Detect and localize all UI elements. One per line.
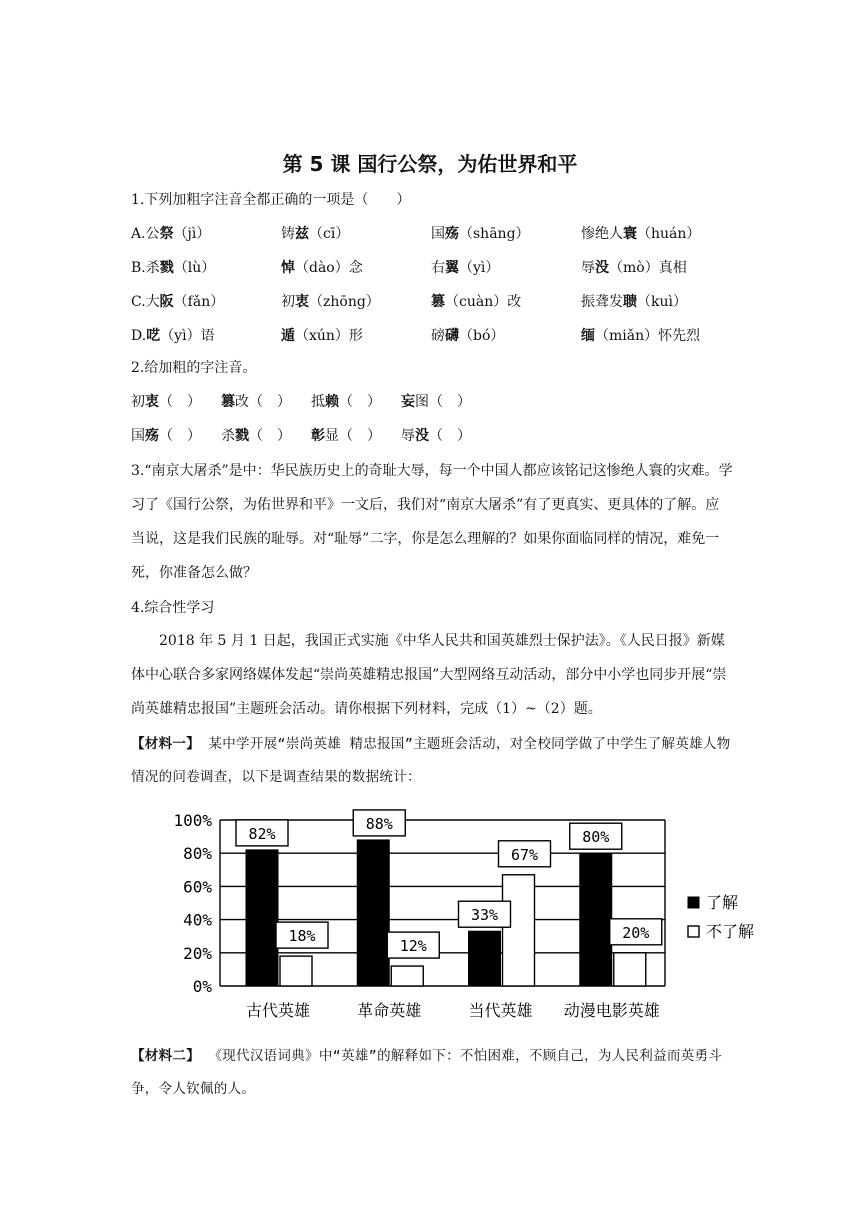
q1-option-D2: 遁（xún）形 bbox=[281, 328, 363, 344]
legend-known-label: 了解 bbox=[706, 893, 739, 912]
q2-item-2-1: 国殇（ ） bbox=[131, 428, 201, 444]
data-label-unknown: 20% bbox=[622, 923, 650, 942]
y-tick-label: 20% bbox=[183, 943, 212, 963]
data-label-unknown: 12% bbox=[399, 937, 427, 956]
q1-option-A4: 惨绝人寰（huán） bbox=[581, 226, 701, 242]
lesson-title: 第 5 课 国行公祭，为佑世界和平 bbox=[282, 152, 578, 176]
bar-unknown bbox=[614, 953, 646, 986]
q2-item-2-2: 杀戮（ ） bbox=[221, 428, 291, 444]
q1-option-A3: 国殇（shāng） bbox=[431, 226, 530, 242]
material-one bbox=[131, 728, 733, 794]
q2-item-2-3: 彰显（ ） bbox=[311, 428, 381, 444]
q1-option-C2: 初衷（zhōng） bbox=[281, 294, 380, 310]
bar-known bbox=[246, 850, 278, 986]
q2-item-2-4: 辱没（ ） bbox=[401, 428, 471, 444]
q4-stem: 4.综合性学习 bbox=[131, 600, 215, 616]
y-tick-label: 40% bbox=[183, 910, 212, 930]
q1-option-B2: 悼（dào）念 bbox=[281, 260, 363, 276]
q1-option-D3: 磅礴（bó） bbox=[431, 328, 505, 344]
category-label: 古代英雄 bbox=[245, 1001, 311, 1020]
q1-option-B4: 辱没（mò）真相 bbox=[581, 260, 687, 276]
q1-option-D4: 缅（miǎn）怀先烈 bbox=[581, 328, 701, 344]
bar-known bbox=[469, 931, 501, 986]
bar-unknown bbox=[391, 966, 423, 986]
q1-option-D1: D.呓（yì）语 bbox=[131, 328, 215, 344]
material-two bbox=[131, 1040, 733, 1106]
data-label-unknown: 18% bbox=[288, 927, 316, 946]
q3-text: 3.“南京大屠杀”是中：华民族历史上的奇耻大辱，每一个中国人都应该铭记这惨绝人寰的灾难。学习了《国行公祭，为佑世界和平》一文后，我们对“南京大屠杀”有了更真实、更具体的了解。应当说，这是我们民族的耻辱。对“耻辱”二字，你是怎么理解的？如果你面临同样的情况，难免一死，你准备怎么做？ bbox=[131, 463, 733, 581]
q1-option-C1: C.大阪（fǎn） bbox=[131, 294, 225, 310]
legend-known-swatch bbox=[688, 897, 699, 908]
q1-option-A2: 铸兹（cī） bbox=[281, 226, 350, 242]
bar-known bbox=[357, 840, 389, 986]
category-label: 当代英雄 bbox=[468, 1001, 533, 1020]
bar-unknown bbox=[280, 956, 312, 986]
y-tick-label: 0% bbox=[192, 977, 212, 996]
y-tick-label: 100% bbox=[173, 811, 212, 830]
material-two-tag: 【材料二】 bbox=[131, 1048, 200, 1064]
q2-item-1-1: 初衷（ ） bbox=[131, 394, 201, 410]
bar-known bbox=[580, 853, 612, 986]
survey-bar-chart bbox=[150, 802, 790, 1032]
category-label: 动漫电影英雄 bbox=[563, 1001, 660, 1020]
q2-item-1-3: 抵赖（ ） bbox=[311, 394, 381, 410]
q2-item-1-2: 篡改（ ） bbox=[221, 394, 291, 410]
q1-option-B3: 右翼（yì） bbox=[431, 260, 500, 276]
q1-stem: 1.下列加粗字注音全都正确的一项是（ ） bbox=[131, 192, 411, 208]
q1-option-C4: 振聋发聩（kuì） bbox=[581, 294, 687, 310]
material-one-tag: 【材料一】 bbox=[131, 736, 200, 752]
material-one-text: 某中学开展“崇尚英雄 精忠报国”主题班会活动，对全校同学做了中学生了解英雄人物情况的问卷调查，以下是调查结果的数据统计： bbox=[131, 736, 731, 785]
y-tick-label: 60% bbox=[183, 877, 212, 897]
q1-option-C3: 篡（cuàn）改 bbox=[431, 294, 522, 310]
q2-item-1-4: 妄图（ ） bbox=[401, 394, 471, 410]
q1-option-A1: A.公祭（jì） bbox=[131, 226, 211, 242]
data-label-known: 33% bbox=[470, 906, 499, 925]
category-label: 革命英雄 bbox=[357, 1001, 422, 1020]
data-label-known: 82% bbox=[248, 824, 276, 843]
material-two-text: 《现代汉语词典》中“英雄”的解释如下：不怕困难，不顾自己，为人民利益而英勇斗争，令人钦佩的人。 bbox=[131, 1048, 723, 1097]
y-tick-label: 80% bbox=[183, 844, 212, 864]
data-label-known: 80% bbox=[582, 828, 610, 847]
data-label-known: 88% bbox=[365, 814, 393, 833]
q2-stem: 2.给加粗的字注音。 bbox=[131, 360, 257, 376]
bar-unknown bbox=[503, 875, 535, 986]
legend-unknown-swatch bbox=[688, 926, 699, 937]
data-label-unknown: 67% bbox=[510, 845, 539, 864]
q4-intro: 2018 年 5 月 1 日起，我国正式实施《中华人民共和国英雄烈士保护法》。《人民日报》新媒体中心联合多家网络媒体发起“崇尚英雄精忠报国”大型网络互动活动，部分中小学也同步开展“崇尚英雄精忠报国”主题班会活动。请你根据下列材料，完成（1）~（2）题。 bbox=[131, 633, 727, 717]
legend-unknown-label: 不了解 bbox=[706, 922, 755, 941]
q1-option-B1: B.杀戮（lù） bbox=[131, 260, 216, 276]
